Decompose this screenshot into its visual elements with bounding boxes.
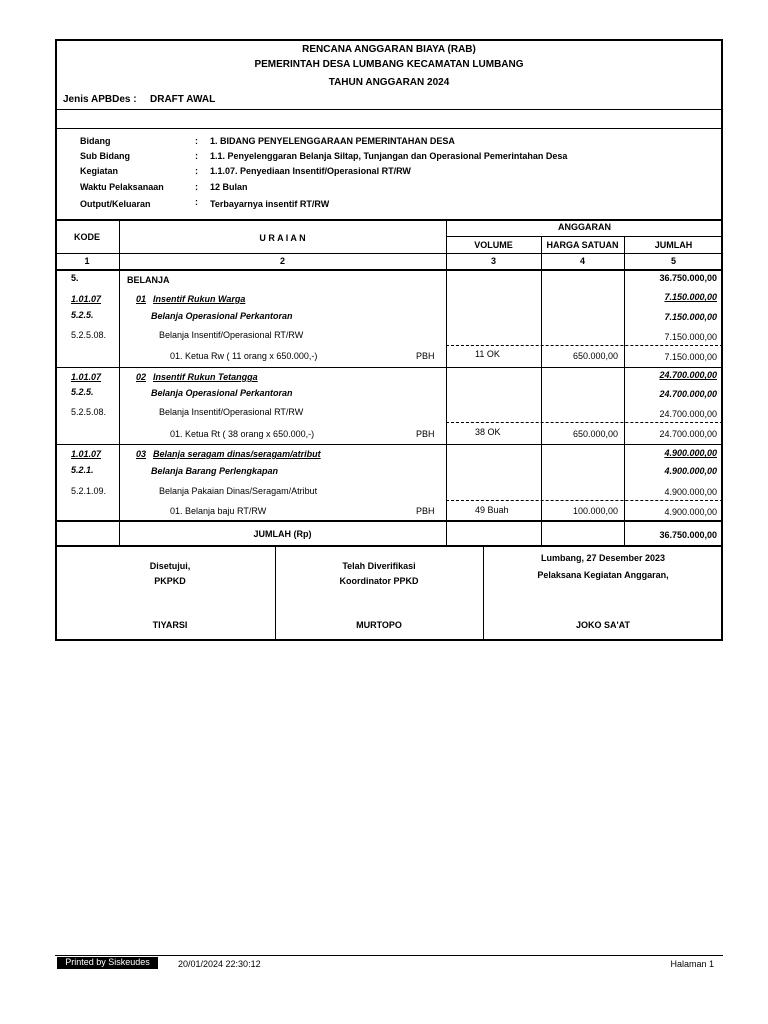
info-value-sub-bidang: 1.1. Penyelenggaran Belanja Siltap, Tunjangan dan Operasional Pemerintahan Desa [210,151,568,161]
belanja-jumlah: 36.750.000,00 [659,273,717,283]
group-number: 03 [136,449,147,459]
group-number: 02 [136,372,147,382]
detail-harga: 650.000,00 [572,351,618,361]
info-label-waktu: Waktu Pelaksanaan [80,182,164,192]
info-sep: : [195,197,198,207]
group-name: Insentif Rukun Warga [153,294,246,304]
detail-jumlah: 24.700.000,00 [659,429,717,439]
total-top-border [55,520,723,522]
group-divider [55,444,723,445]
printed-by-text: Printed by Siskeudes [65,957,150,967]
detail-volume: 38 OK [475,427,501,437]
info-label-kegiatan: Kegiatan [80,166,119,176]
sub-jumlah: 4.900.000,00 [664,466,717,476]
detail-name: 01. Ketua Rw ( 11 orang x 650.000,-) [170,351,318,361]
sub-jumlah: 7.150.000,00 [664,312,717,322]
sub-jumlah: 24.700.000,00 [659,389,717,399]
detail-jumlah: 4.900.000,00 [664,507,717,517]
item-kode: 5.2.1.09. [71,486,107,496]
document-frame [55,39,723,641]
info-sep: : [195,151,198,161]
signature-name: MURTOPO [356,620,402,630]
header-divider [55,253,723,254]
item-kode: 5.2.5.08. [71,407,107,417]
info-label-output: Output/Keluaran [80,199,151,209]
page-number: Halaman 1 [670,959,714,969]
signature-place-date: Lumbang, 27 Desember 2023 [540,553,666,563]
signature-approved: Disetujui, [149,561,191,571]
item-jumlah: 7.150.000,00 [664,332,717,342]
sub-name: Belanja Operasional Perkantoran [151,388,293,398]
detail-harga: 650.000,00 [572,429,618,439]
detail-dash-line [446,422,723,423]
detail-dash-line [446,345,723,346]
detail-name: 01. Belanja baju RT/RW [170,506,267,516]
item-kode: 5.2.5.08. [71,330,107,340]
anggaran-divider [446,236,723,237]
group-jumlah: 4.900.000,00 [664,448,717,458]
doc-title-government: PEMERINTAH DESA LUMBANG KECAMATAN LUMBANG [254,59,524,70]
col-number: 3 [490,256,496,266]
signature-role: PKPKD [154,576,186,586]
group-number: 01 [136,294,147,304]
jenis-apbdes-value: DRAFT AWAL [150,94,216,105]
number-row-divider [55,269,723,271]
total-bottom-border [55,545,723,547]
header-volume: VOLUME [474,240,513,250]
table-top-border [55,219,723,221]
signature-name: JOKO SA'AT [576,620,630,630]
header-uraian: U R A I A N [259,233,306,243]
group-name: Insentif Rukun Tetangga [153,372,258,382]
belanja-kode: 5. [71,273,79,283]
detail-dash-line [446,500,723,501]
col-number: 1 [84,256,90,266]
group-kode: 1.01.07 [71,294,102,304]
item-name: Belanja Insentif/Operasional RT/RW [159,330,304,340]
col-number: 2 [279,256,285,266]
group-name: Belanja seragam dinas/seragam/atribut [153,449,321,459]
header-kode: KODE [73,232,100,242]
sub-name: Belanja Operasional Perkantoran [151,311,293,321]
signature-name: TIYARSI [152,620,188,630]
detail-harga: 100.000,00 [572,506,618,516]
sub-name: Belanja Barang Perlengkapan [151,466,279,476]
sub-kode: 5.2.1. [71,465,94,475]
footer-line [55,955,723,956]
total-value: 36.750.000,00 [659,530,717,540]
sub-kode: 5.2.5. [71,387,94,397]
divider [55,109,723,110]
group-jumlah: 24.700.000,00 [659,370,717,380]
item-name: Belanja Insentif/Operasional RT/RW [159,407,304,417]
group-kode: 1.01.07 [71,372,102,382]
info-value-output: Terbayarnya insentif RT/RW [210,199,330,209]
info-label-bidang: Bidang [80,136,111,146]
doc-title-year: TAHUN ANGGARAN 2024 [328,77,450,88]
item-jumlah: 24.700.000,00 [659,409,717,419]
group-divider [55,367,723,368]
detail-volume: 49 Buah [475,505,509,515]
signature-role: Pelaksana Kegiatan Anggaran, [537,570,669,580]
info-value-waktu: 12 Bulan [210,182,248,192]
detail-name: 01. Ketua Rt ( 38 orang x 650.000,-) [170,429,315,439]
col-divider-uraian [446,219,447,546]
info-value-bidang: 1. BIDANG PENYELENGGARAAN PEMERINTAHAN DESA [210,136,455,146]
sub-kode: 5.2.5. [71,310,94,320]
divider [55,128,723,129]
col-number: 5 [670,256,676,266]
info-value-kegiatan: 1.1.07. Penyediaan Insentif/Operasional RT/RW [210,166,411,176]
detail-sumber: PBH [416,351,435,361]
item-jumlah: 4.900.000,00 [664,487,717,497]
header-harga-satuan: HARGA SATUAN [546,240,619,250]
doc-title: RENCANA ANGGARAN BIAYA (RAB) [302,44,476,55]
info-sep: : [195,182,198,192]
total-label: JUMLAH (Rp) [253,529,312,539]
header-jumlah: JUMLAH [654,240,693,250]
detail-sumber: PBH [416,429,435,439]
group-jumlah: 7.150.000,00 [664,292,717,302]
signature-role: Koordinator PPKD [339,576,419,586]
group-kode: 1.01.07 [71,449,102,459]
detail-sumber: PBH [416,506,435,516]
print-datetime: 20/01/2024 22:30:12 [178,959,261,969]
belanja-label: BELANJA [127,275,170,285]
info-sep: : [195,136,198,146]
detail-jumlah: 7.150.000,00 [664,352,717,362]
col-number: 4 [579,256,585,266]
col-divider-kode [119,219,120,546]
jenis-apbdes-label: Jenis APBDes : [63,94,137,105]
info-sep: : [195,166,198,176]
item-name: Belanja Pakaian Dinas/Seragam/Atribut [159,486,318,496]
signature-verified: Telah Diverifikasi [342,561,416,571]
detail-volume: 11 OK [475,349,500,359]
info-label-sub-bidang: Sub Bidang [80,151,130,161]
header-anggaran: ANGGARAN [558,222,611,232]
